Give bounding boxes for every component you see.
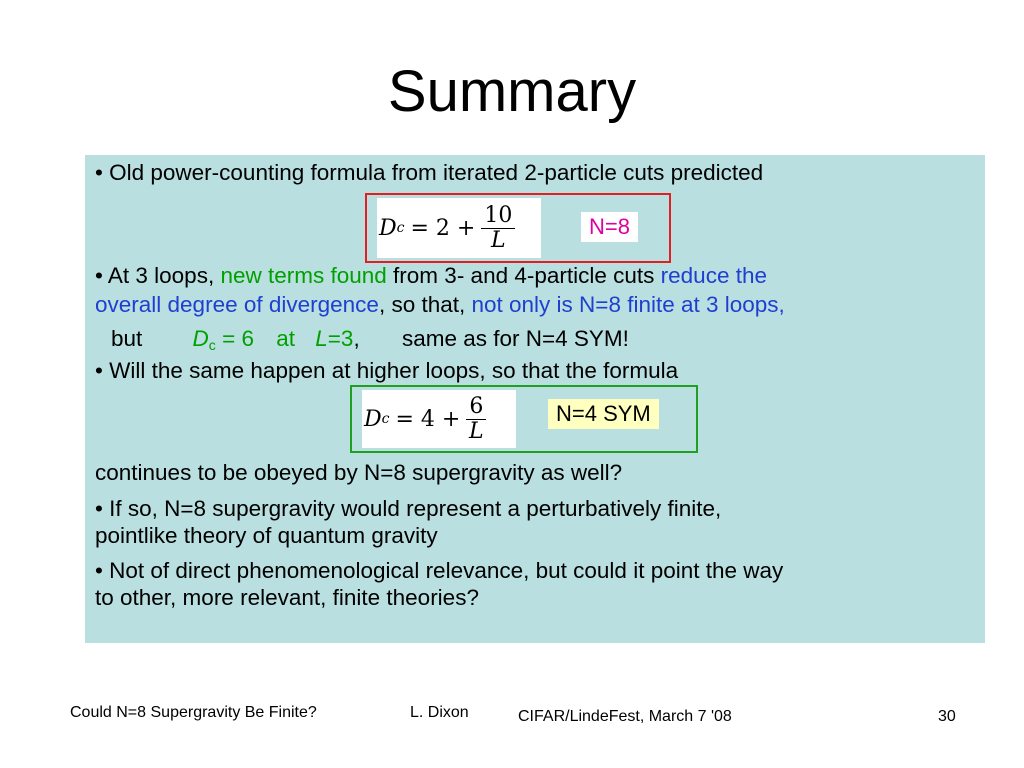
bullet-three-loops-line3: but $D_c = 6$ at L=3, same as for N=4 SYM!: [111, 326, 629, 353]
bullet-if-so-line1: • If so, N=8 supergravity would represent a perturbatively finite,: [95, 496, 722, 521]
bullet-higher-loops: • Will the same happen at higher loops, so that the formula: [95, 358, 679, 383]
formula-box-n4sym: [350, 385, 698, 453]
footer-venue: CIFAR/LindeFest, March 7 '08: [518, 708, 732, 725]
formula-dc-6-over-l: D c = 4 + $\frac{6}{L}$: [362, 390, 516, 448]
tag-n4-sym: N=4 SYM: [548, 399, 659, 429]
bullet-relevance-line1: • Not of direct phenomenological relevance, but could it point the way: [95, 558, 784, 583]
formula-box-n8: [365, 193, 671, 263]
bullet-if-so-line2: pointlike theory of quantum gravity: [95, 523, 438, 548]
formula-dc-10-over-l: D c = 2 + $\frac{10}{L}$: [377, 198, 541, 258]
slide-title: Summary: [387, 59, 637, 124]
footer-author: L. Dixon: [410, 704, 469, 721]
footer-talk-title: Could N=8 Supergravity Be Finite?: [70, 704, 317, 721]
content-panel: [85, 155, 985, 643]
bullet-relevance-line2: to other, more relevant, finite theories?: [95, 585, 479, 610]
tag-n8: N=8: [581, 212, 638, 242]
bullet-three-loops-line2: overall degree of divergence, so that, not only is N=8 finite at 3 loops,: [95, 292, 785, 317]
footer-page-number: 30: [938, 708, 956, 725]
continuation-text: continues to be obeyed by N=8 supergravity as well?: [95, 460, 623, 485]
bullet-three-loops-line1: • At 3 loops, new terms found from 3- and 4-particle cuts reduce the: [95, 263, 767, 288]
bullet-old-formula: • Old power-counting formula from iterated 2-particle cuts predicted: [95, 160, 764, 185]
